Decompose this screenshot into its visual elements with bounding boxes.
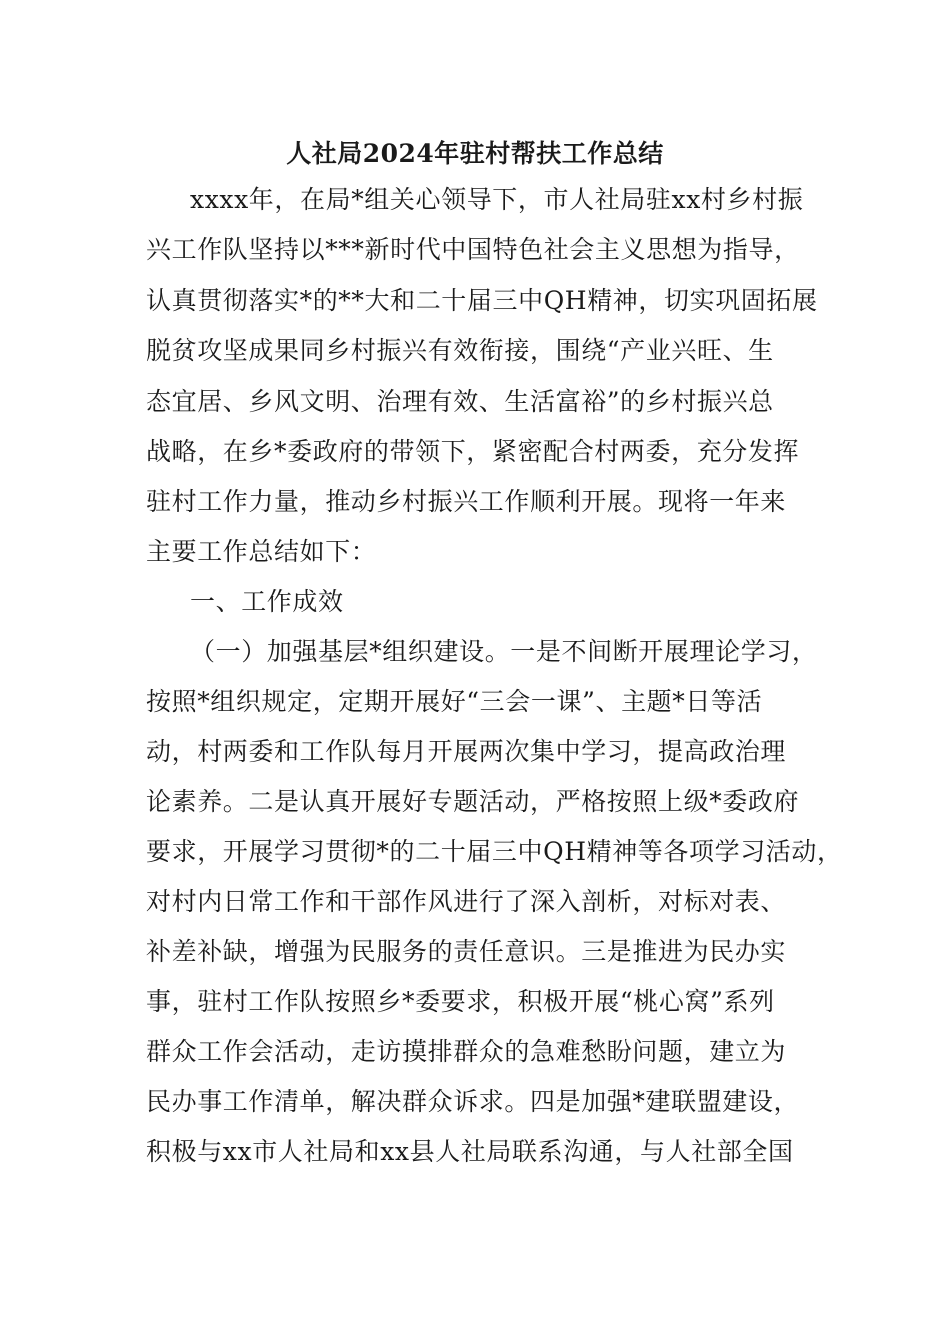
paragraph-line: （一）加强基层*组织建设。一是不间断开展理论学习，: [190, 637, 818, 666]
paragraph-line: 战略，在乡*委政府的带领下，紧密配合村两委，充分发挥: [146, 437, 800, 466]
paragraph-line: 民办事工作清单，解决群众诉求。四是加强*建联盟建设，: [146, 1087, 800, 1116]
paragraph-line: 主要工作总结如下：: [146, 537, 377, 566]
paragraph-line: xxxx年，在局*组关心领导下，市人社局驻xx村乡村振: [190, 185, 804, 214]
paragraph-line: 驻村工作力量，推动乡村振兴工作顺利开展。现将一年来: [146, 487, 787, 516]
paragraph-line: 补差补缺，增强为民服务的责任意识。三是推进为民办实: [146, 937, 787, 966]
paragraph-line: 态宜居、乡风文明、治理有效、生活富裕”的乡村振兴总: [146, 387, 774, 416]
paragraph-line: 群众工作会活动，走访摸排群众的急难愁盼问题，建立为: [146, 1037, 787, 1066]
section-heading: 一、工作成效: [190, 587, 344, 616]
paragraph-line: 积极与xx市人社局和xx县人社局联系沟通，与人社部全国: [146, 1137, 794, 1166]
paragraph-line: 事，驻村工作队按照乡*委要求，积极开展“桃心窝”系列: [146, 987, 775, 1016]
document-title: 人社局2024年驻村帮扶工作总结: [286, 139, 664, 168]
paragraph-line: 按照*组织规定，定期开展好“三会一课”、主题*日等活: [146, 687, 763, 716]
paragraph-line: 要求，开展学习贯彻*的二十届三中QH精神等各项学习活动，: [146, 837, 843, 866]
paragraph-line: 动，村两委和工作队每月开展两次集中学习，提高政治理: [146, 737, 787, 766]
paragraph-line: 论素养。二是认真开展好专题活动，严格按照上级*委政府: [146, 787, 800, 816]
paragraph-line: 认真贯彻落实*的**大和二十届三中QH精神，切实巩固拓展: [146, 286, 818, 315]
paragraph-line: 对村内日常工作和干部作风进行了深入剖析，对标对表、: [146, 887, 787, 916]
paragraph-line: 兴工作队坚持以***新时代中国特色社会主义思想为指导，: [146, 235, 800, 264]
paragraph-line: 脱贫攻坚成果同乡村振兴有效衔接，围绕“产业兴旺、生: [146, 336, 774, 365]
